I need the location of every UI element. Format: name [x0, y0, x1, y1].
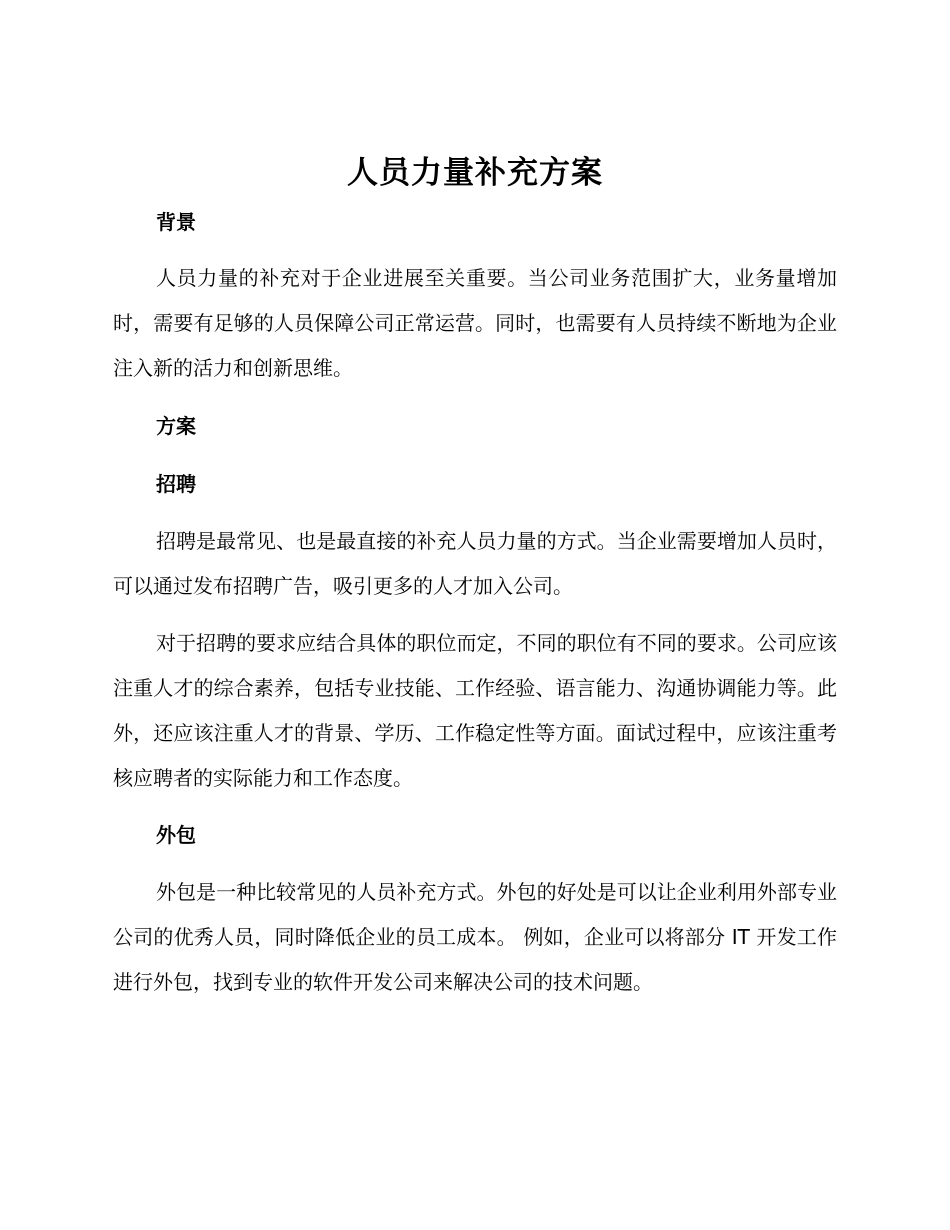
recruitment-paragraph-1: 招聘是最常见、也是最直接的补充人员力量的方式。当企业需要增加人员时，可以通过发布招聘广告，吸引更多的人才加入公司。	[113, 529, 837, 598]
recruitment-paragraph-2: 对于招聘的要求应结合具体的职位而定，不同的职位有不同的要求。公司应该注重人才的综合素养，包括专业技能、工作经验、语言能力、沟通协调能力等。此外，还应该注重人才的背景、学历、工作稳定性等方面。面试过程中，应该注重考核应聘者的实际能力和工作态度。	[113, 631, 837, 790]
section-heading-recruitment: 招聘	[156, 472, 196, 496]
document-title: 人员力量补充方案	[347, 155, 603, 191]
outsourcing-paragraph: 外包是一种比较常见的人员补充方式。外包的好处是可以让企业利用外部专业公司的优秀人员，同时降低企业的员工成本。 例如，企业可以将部分 IT 开发工作进行外包，找到专业的软件开发公司来解决公司的技术问题。	[113, 880, 837, 994]
section-heading-plan: 方案	[156, 414, 196, 438]
section-heading-outsourcing: 外包	[156, 823, 196, 847]
background-paragraph: 人员力量的补充对于企业进展至关重要。当公司业务范围扩大，业务量增加时，需要有足够的人员保障公司正常运营。同时，也需要有人员持续不断地为企业注入新的活力和创新思维。	[113, 266, 837, 380]
section-heading-background: 背景	[156, 210, 196, 234]
